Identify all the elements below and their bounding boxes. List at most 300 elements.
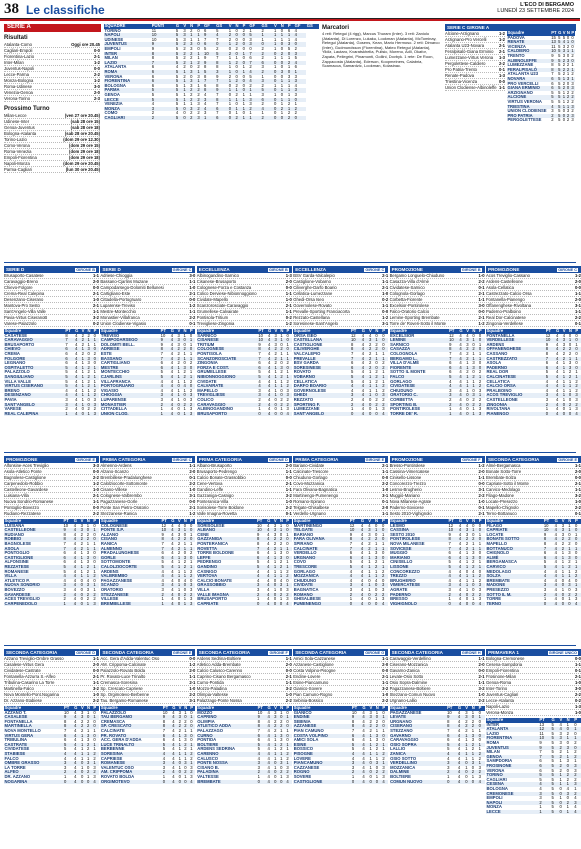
stat-cell: 4 xyxy=(172,715,178,720)
stat-cell: 2 xyxy=(274,718,277,724)
standings-table xyxy=(390,519,485,606)
divider-2 xyxy=(4,452,576,453)
stat-cell: 4 xyxy=(267,550,270,556)
stat-cell: 2 xyxy=(178,727,181,733)
stat-cell: 1 xyxy=(177,568,181,574)
stat-cell: 2 xyxy=(177,537,183,542)
match-teams: Fiorentina-Lazio xyxy=(4,54,35,59)
stat-cell: 5 xyxy=(558,57,561,63)
match-teams: Castiglione-Vobarno xyxy=(293,279,331,284)
column-header: G xyxy=(558,30,562,35)
stat-cell: 6 xyxy=(258,366,268,371)
league-header xyxy=(486,649,581,656)
stat-cell: 2 xyxy=(350,396,354,402)
team-name: LISSONE xyxy=(390,565,448,570)
stat-cell: 1 xyxy=(471,752,478,757)
stat-cell: 0 xyxy=(93,724,99,729)
stat-cell: 8 xyxy=(151,55,155,61)
stat-cell: 10 xyxy=(257,528,267,533)
team-name: VILLA VALLE xyxy=(4,378,32,384)
match-score: 2-0 xyxy=(92,279,99,284)
stat-cell: 0 xyxy=(242,82,245,88)
stat-cell: 0 xyxy=(242,36,245,42)
stat-cell: 1 xyxy=(93,378,96,384)
team-name: CALUSCO xyxy=(197,755,219,761)
stat-cell: 3 xyxy=(197,116,204,121)
stat-cell: 1 xyxy=(279,547,285,552)
stat-cell: 5 xyxy=(204,45,207,51)
stat-cell: 4 xyxy=(575,412,581,417)
stat-cell: 3 xyxy=(571,112,574,118)
stat-cell: 1 xyxy=(575,375,581,380)
stat-cell: 2 xyxy=(478,577,482,583)
stat-cell: 1 xyxy=(382,743,388,748)
stat-cell: 0 xyxy=(562,412,568,417)
team-name: CAZZANESE xyxy=(293,764,320,770)
stat-cell: 0 xyxy=(478,568,482,574)
stat-cell: 1 xyxy=(368,387,372,393)
stat-cell: 4 xyxy=(448,577,451,583)
stat-cell: 5 xyxy=(162,743,171,748)
match-score: 2-0 xyxy=(574,279,581,284)
stat-cell: 1 xyxy=(368,568,371,574)
stat-cell: 4 xyxy=(267,593,274,598)
stat-cell: 0 xyxy=(472,341,475,347)
column-header: N xyxy=(190,24,197,29)
stat-cell: 3 xyxy=(177,341,180,347)
column-header: PT xyxy=(448,519,458,524)
team-name: BOTTANUCO xyxy=(486,547,543,552)
table-row xyxy=(486,412,581,417)
stat-cell: 3 xyxy=(177,332,180,338)
team-name: CARVICO xyxy=(486,565,543,570)
stat-cell: 2 xyxy=(86,537,93,542)
stat-cell: 13 xyxy=(539,721,545,727)
stat-cell: 3 xyxy=(249,36,252,42)
match-score: 2-1 xyxy=(285,303,292,308)
stat-cell: 4 xyxy=(172,770,178,775)
stat-cell: 1 xyxy=(562,89,566,95)
stat-cell: 1 xyxy=(86,773,90,779)
match-teams: Rezzato-Castellana xyxy=(293,315,330,320)
table-row xyxy=(197,602,292,607)
match-score: 2-1 xyxy=(498,49,505,54)
league-title: PRIMAVERA 1 xyxy=(488,650,519,655)
stat-cell: 4 xyxy=(459,393,466,398)
stat-cell: 4 xyxy=(268,375,275,380)
team-name: PONTE NOSSA xyxy=(197,761,257,766)
stat-cell: 2 xyxy=(261,101,264,107)
stat-cell: 1 xyxy=(287,98,294,103)
team-name: NIBIONNOGGIONO xyxy=(197,375,258,380)
stat-cell: 0 xyxy=(274,406,277,412)
stat-cell: 4 xyxy=(268,338,275,343)
team-name: PONTISOLA xyxy=(197,350,222,356)
stat-cell: 10 xyxy=(63,522,69,528)
stat-cell: 1 xyxy=(86,574,93,579)
stat-cell: 8 xyxy=(64,724,74,729)
match-score: 1-0 xyxy=(478,499,485,504)
stat-cell: 0 xyxy=(575,332,578,338)
stat-cell: 1 xyxy=(478,341,482,347)
stat-cell: 2 xyxy=(86,770,92,775)
stat-cell: 0 xyxy=(575,577,578,583)
column-header: V xyxy=(228,24,235,29)
match-teams: Colognese-Forza e Costanza xyxy=(196,285,252,290)
stat-cell: 2 xyxy=(189,593,195,598)
match-score: 0-0 xyxy=(93,48,100,53)
stat-cell: 1 xyxy=(86,522,90,528)
stat-cell: 0 xyxy=(183,393,189,398)
stat-cell: 4 xyxy=(75,350,78,356)
stat-cell: 4 xyxy=(267,734,274,739)
stat-cell: 9 xyxy=(551,52,554,58)
stat-cell: 5 xyxy=(448,565,458,570)
match-score: 1-0 xyxy=(92,692,99,697)
stat-cell: 1 xyxy=(86,752,92,757)
stat-cell: 2 xyxy=(368,350,372,356)
stat-cell: 1 xyxy=(183,528,189,533)
stat-cell: 2 xyxy=(87,406,90,412)
match-score: 2-0 xyxy=(285,279,292,284)
stat-cell: 2 xyxy=(197,91,200,97)
stat-cell: 2 xyxy=(562,357,568,362)
stat-cell: 3 xyxy=(197,101,200,107)
stat-cell: 5 xyxy=(261,88,274,93)
stat-cell: 4 xyxy=(554,550,557,556)
team-name: ARDENS SEDRINA xyxy=(197,746,235,752)
stat-cell: 0 xyxy=(478,550,482,556)
stat-cell: 0 xyxy=(382,556,389,561)
stat-cell: 4 xyxy=(268,341,271,347)
stat-cell: 5 xyxy=(175,88,183,93)
stat-cell: 2 xyxy=(87,375,93,380)
stat-cell: 3 xyxy=(287,73,291,79)
stat-cell: 0 xyxy=(448,602,458,607)
stat-cell: 4 xyxy=(73,574,80,579)
stat-cell: 0 xyxy=(197,27,200,33)
stat-cell: 3 xyxy=(80,522,83,528)
team-name: OLIMPIA xyxy=(197,718,215,724)
stat-cell: 3 xyxy=(478,583,484,588)
stat-cell: 1 xyxy=(571,48,574,54)
match-teams: Milan-Lecce xyxy=(4,113,27,118)
match-teams: Cremasca-Soresina xyxy=(100,680,138,685)
team-name: CAPRIATE xyxy=(197,602,257,607)
stat-cell: 4 xyxy=(568,577,571,583)
stat-cell: 2 xyxy=(566,773,574,778)
league-title: PRIMA CATEGORIA xyxy=(295,457,339,462)
stat-cell: 0 xyxy=(273,596,277,602)
match-score: 1-1 xyxy=(478,297,485,302)
stat-cell: 2 xyxy=(286,396,289,402)
stat-cell: 4 xyxy=(539,782,551,787)
stat-cell: 3 xyxy=(274,709,277,715)
stat-cell: 2 xyxy=(369,718,372,724)
match-teams: Lumezzane-Virtus Verona xyxy=(445,55,494,60)
column-header: V xyxy=(466,329,472,334)
stat-cell: 4 xyxy=(555,406,559,412)
match-score: 2-2 xyxy=(189,315,196,320)
stat-cell: 3 xyxy=(574,767,577,773)
stat-cell: 3 xyxy=(287,42,294,47)
stat-cell: 2 xyxy=(472,559,475,565)
team-name: CARAVAGGIO xyxy=(4,338,65,343)
stat-cell: 4 xyxy=(351,752,362,757)
stat-cell: 2 xyxy=(190,27,193,33)
team-name: TERNO xyxy=(486,602,543,607)
stat-cell: 4 xyxy=(351,755,355,761)
stat-cell: 2 xyxy=(190,88,197,93)
stat-cell: 4 xyxy=(361,375,368,380)
stat-cell: 4 xyxy=(267,531,270,537)
stat-cell: 2 xyxy=(382,360,385,366)
stat-cell: 4 xyxy=(65,393,75,398)
stat-cell: 2 xyxy=(566,730,570,736)
stat-cell: 2 xyxy=(465,540,469,546)
stat-cell: 0 xyxy=(466,406,469,412)
match-score: 0-0 xyxy=(93,66,100,71)
stat-cell: 2 xyxy=(189,574,195,579)
result-row xyxy=(197,698,292,704)
stat-cell: 3 xyxy=(177,338,183,343)
stat-cell: 4 xyxy=(559,727,566,732)
stat-cell: 4 xyxy=(267,761,274,766)
team-name: PEDRENGO xyxy=(197,559,222,565)
stat-cell: 5 xyxy=(175,107,183,112)
stat-cell: 1 xyxy=(81,347,87,352)
stat-cell: 1 xyxy=(81,396,84,402)
stat-cell: 5 xyxy=(65,369,68,375)
stat-cell: 2 xyxy=(80,718,84,724)
stat-cell: 3 xyxy=(471,737,475,743)
stat-cell: 1 xyxy=(568,387,572,393)
team-name: NUOVA SONDRIO xyxy=(4,583,63,588)
stat-cell: 4 xyxy=(65,387,68,393)
team-name: COLOGNOLA xyxy=(390,350,418,356)
match-score: 1-1 xyxy=(382,279,389,284)
stat-cell: 2 xyxy=(86,718,90,724)
stat-cell: 2 xyxy=(351,770,362,775)
stat-cell: 4 xyxy=(457,734,464,739)
column-header: N xyxy=(472,329,479,334)
stat-cell: 1 xyxy=(369,752,375,757)
stat-cell: 1 xyxy=(183,540,187,546)
standings-table xyxy=(486,329,581,416)
team-name: CAMPODARSEGO xyxy=(100,338,160,343)
stat-cell: 6 xyxy=(204,27,207,33)
league-title: SECONDA CATEGORIA xyxy=(6,650,58,655)
column-header: P xyxy=(382,706,388,711)
stat-cell: 2 xyxy=(81,350,84,356)
stat-cell: 0 xyxy=(286,734,292,739)
match-teams: Atletico Adda-Brembate xyxy=(196,662,241,667)
stat-cell: 1 xyxy=(93,743,99,748)
team-name: CASTIGLIONE xyxy=(293,341,323,347)
standings-table xyxy=(4,706,99,784)
team-name: VILLAFRANCA xyxy=(100,378,131,384)
stat-cell: 2 xyxy=(273,547,279,552)
stat-cell: 2 xyxy=(86,568,90,574)
stat-cell: 2 xyxy=(478,384,484,389)
stat-cell: 4 xyxy=(574,795,577,801)
result-row xyxy=(4,96,100,102)
stat-cell: 7 xyxy=(65,338,75,343)
stat-cell: 1 xyxy=(574,736,581,741)
table-row xyxy=(507,118,575,123)
match-score: 1-0 xyxy=(92,297,99,302)
stat-cell: 3 xyxy=(86,583,93,588)
stat-cell: 0 xyxy=(183,531,187,537)
match-score: 2-2 xyxy=(189,481,196,486)
team-name: SCANZOROSCIATE xyxy=(197,357,258,362)
stat-cell: 1 xyxy=(274,375,280,380)
stat-cell: 3 xyxy=(151,107,175,112)
stat-cell: 1 xyxy=(375,755,379,761)
match-teams: Gavarno-Zanica xyxy=(389,668,420,673)
stat-cell: 1 xyxy=(375,338,382,343)
stat-cell: 4 xyxy=(170,406,174,412)
stat-cell: 2 xyxy=(197,64,200,70)
team-name: CHIUDUNO xyxy=(390,387,413,393)
column-header: V xyxy=(273,519,279,524)
stat-cell: 5 xyxy=(151,98,175,103)
stat-cell: 0 xyxy=(274,107,281,112)
stat-cell: 1 xyxy=(559,758,562,764)
stat-cell: 6 xyxy=(261,61,274,66)
stat-cell: 4 xyxy=(268,412,275,417)
stat-cell: 3 xyxy=(575,586,578,592)
match-score: 0-0 xyxy=(478,481,485,486)
match-teams: Rudiano-Rezzatese xyxy=(4,511,41,516)
stat-cell: 9 xyxy=(151,42,175,47)
stat-cell: 2 xyxy=(375,347,382,352)
stat-cell: 4 xyxy=(459,406,462,412)
team-name: CARENNO xyxy=(197,752,257,757)
column-header: GF xyxy=(204,24,216,29)
stat-cell: 1 xyxy=(93,583,99,588)
stat-cell: 1 xyxy=(375,387,378,393)
stat-cell: 0 xyxy=(189,537,195,542)
team-name: CASSANO xyxy=(486,350,508,356)
stat-cell: 2 xyxy=(274,727,277,733)
match-score: 2-0 xyxy=(285,463,292,468)
stat-cell: 1 xyxy=(561,550,565,556)
stat-cell: 0 xyxy=(177,602,183,607)
team-name: GHISALBESE xyxy=(293,596,321,602)
stat-cell: 4 xyxy=(170,350,174,356)
match-teams: Sp. Crescato-Capriese xyxy=(100,686,143,691)
stat-cell: 2 xyxy=(280,369,283,375)
stat-cell: 4 xyxy=(170,387,174,393)
stat-cell: 1 xyxy=(235,107,242,112)
stat-cell: 3 xyxy=(257,586,260,592)
stat-cell: 4 xyxy=(360,593,367,598)
group-badge: GIRONE C xyxy=(365,267,385,272)
divider-3 xyxy=(4,645,576,646)
team-name: CINISELLO xyxy=(390,559,413,565)
stat-cell: 1 xyxy=(368,583,375,588)
team-name: SOTTO IL MONTE xyxy=(390,369,426,375)
stat-cell: 5 xyxy=(175,45,179,51)
stat-cell: 0 xyxy=(472,522,475,528)
match-teams: Acc. Gera d'Adda-Valentuc Oso xyxy=(100,656,160,661)
stat-cell: 0 xyxy=(280,64,284,70)
team-name: PRADALUNGHESE xyxy=(100,550,140,556)
stat-cell: 0 xyxy=(382,341,385,347)
stat-cell: 8 xyxy=(161,537,171,542)
team-name: REZZATESE xyxy=(4,565,63,570)
team-name: CARAVAGGIO xyxy=(197,403,258,408)
match-teams: Ardens-Castelleone xyxy=(486,279,523,284)
stat-cell: 4 xyxy=(457,752,464,757)
stat-cell: 7 xyxy=(249,52,261,57)
match-score: 2-2 xyxy=(92,698,99,703)
stat-cell: 0 xyxy=(80,773,84,779)
stat-cell: 1 xyxy=(374,574,381,579)
stat-cell: 3 xyxy=(382,586,385,592)
column-header: G xyxy=(267,706,274,711)
stat-cell: 1 xyxy=(183,101,186,107)
column-header: P xyxy=(571,30,575,35)
stat-cell: 0 xyxy=(561,593,567,598)
stat-cell: 4 xyxy=(457,743,464,748)
column-header: P xyxy=(93,329,99,334)
result-row xyxy=(486,511,581,517)
stat-cell: 2 xyxy=(559,749,562,755)
stat-cell: 1 xyxy=(183,91,186,97)
league-block xyxy=(293,266,388,450)
stat-cell: 0 xyxy=(562,406,566,412)
stat-cell: 2 xyxy=(197,98,204,103)
team-name: VERTOVA xyxy=(197,574,257,579)
stat-cell: 4 xyxy=(267,568,270,574)
stat-cell: 1 xyxy=(197,79,204,84)
column-header: G xyxy=(361,329,368,334)
stat-cell: 6 xyxy=(551,80,554,86)
stat-cell: 2 xyxy=(375,341,378,347)
stat-cell: 3 xyxy=(261,64,264,70)
stat-cell: 5 xyxy=(160,375,170,380)
stat-cell: 2 xyxy=(235,91,238,97)
team-name: PONTIDA xyxy=(197,737,217,743)
stat-cell: 2 xyxy=(561,540,565,546)
match-score: 1-1 xyxy=(92,309,99,314)
stat-cell: 1 xyxy=(375,406,378,412)
stat-cell: 7 xyxy=(162,727,166,733)
group-badge: GIRONE E xyxy=(558,457,577,462)
stat-cell: 5 xyxy=(551,785,554,791)
stat-cell: 4 xyxy=(457,764,461,770)
stat-cell: 2 xyxy=(242,27,245,33)
match-teams: Fara Olivana-Bagnatica xyxy=(293,487,338,492)
stat-cell: 4 xyxy=(458,568,462,574)
stat-cell: 2 xyxy=(80,537,86,542)
stat-cell: 0 xyxy=(183,396,186,402)
stat-cell: 4 xyxy=(362,770,369,775)
match-teams: Chievo-Folgore xyxy=(4,285,33,290)
stat-cell: 5 xyxy=(175,42,183,47)
team-name: CASTIGLIONE xyxy=(4,556,63,561)
column-header: PT xyxy=(160,329,170,334)
stat-cell: 6 xyxy=(151,79,175,84)
match-teams: Ghedi-Orsa Iseo xyxy=(293,297,324,302)
stat-cell: 4 xyxy=(183,384,189,389)
stat-cell: 3 xyxy=(562,52,566,58)
stat-cell: 4 xyxy=(382,780,388,785)
stat-cell: 1 xyxy=(184,752,190,757)
column-header: V xyxy=(465,519,471,524)
